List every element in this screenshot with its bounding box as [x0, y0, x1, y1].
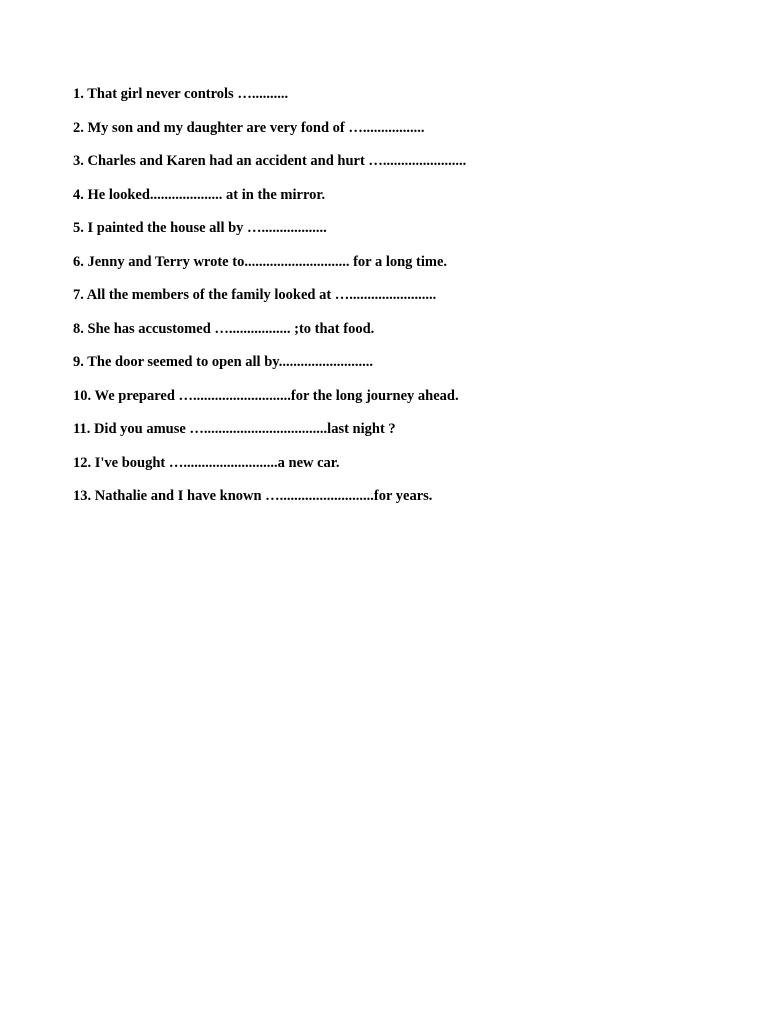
- exercise-item-5: 5. I painted the house all by …..................: [73, 220, 327, 236]
- exercise-item-3: 3. Charles and Karen had an accident and hurt ….......................: [73, 153, 467, 169]
- exercise-item-9: 9. The door seemed to open all by..........................: [73, 354, 373, 370]
- exercise-item-10: 10. We prepared …...........................for the long journey ahead.: [73, 387, 459, 404]
- exercise-item-4: 4. He looked.................... at in the mirror.: [73, 186, 326, 203]
- exercise-item-7: 7. All the members of the family looked at …........................: [73, 287, 437, 303]
- exercise-item-6: 6. Jenny and Terry wrote to............................. for a long time.: [73, 253, 448, 270]
- exercise-item-2: 2. My son and my daughter are very fond of ….................: [73, 119, 425, 136]
- exercise-item-1: 1. That girl never controls …..........: [73, 86, 289, 102]
- exercise-item-12: 12. I've bought …..........................a new car.: [73, 454, 340, 471]
- exercise-item-11: 11. Did you amuse …..................................last night ?: [73, 421, 396, 437]
- exercise-item-8: 8. She has accustomed …................. ;to that food.: [73, 320, 375, 337]
- exercise-item-13: 13. Nathalie and I have known …..........................for years.: [73, 488, 433, 504]
- exercise-list: [73, 84, 733, 520]
